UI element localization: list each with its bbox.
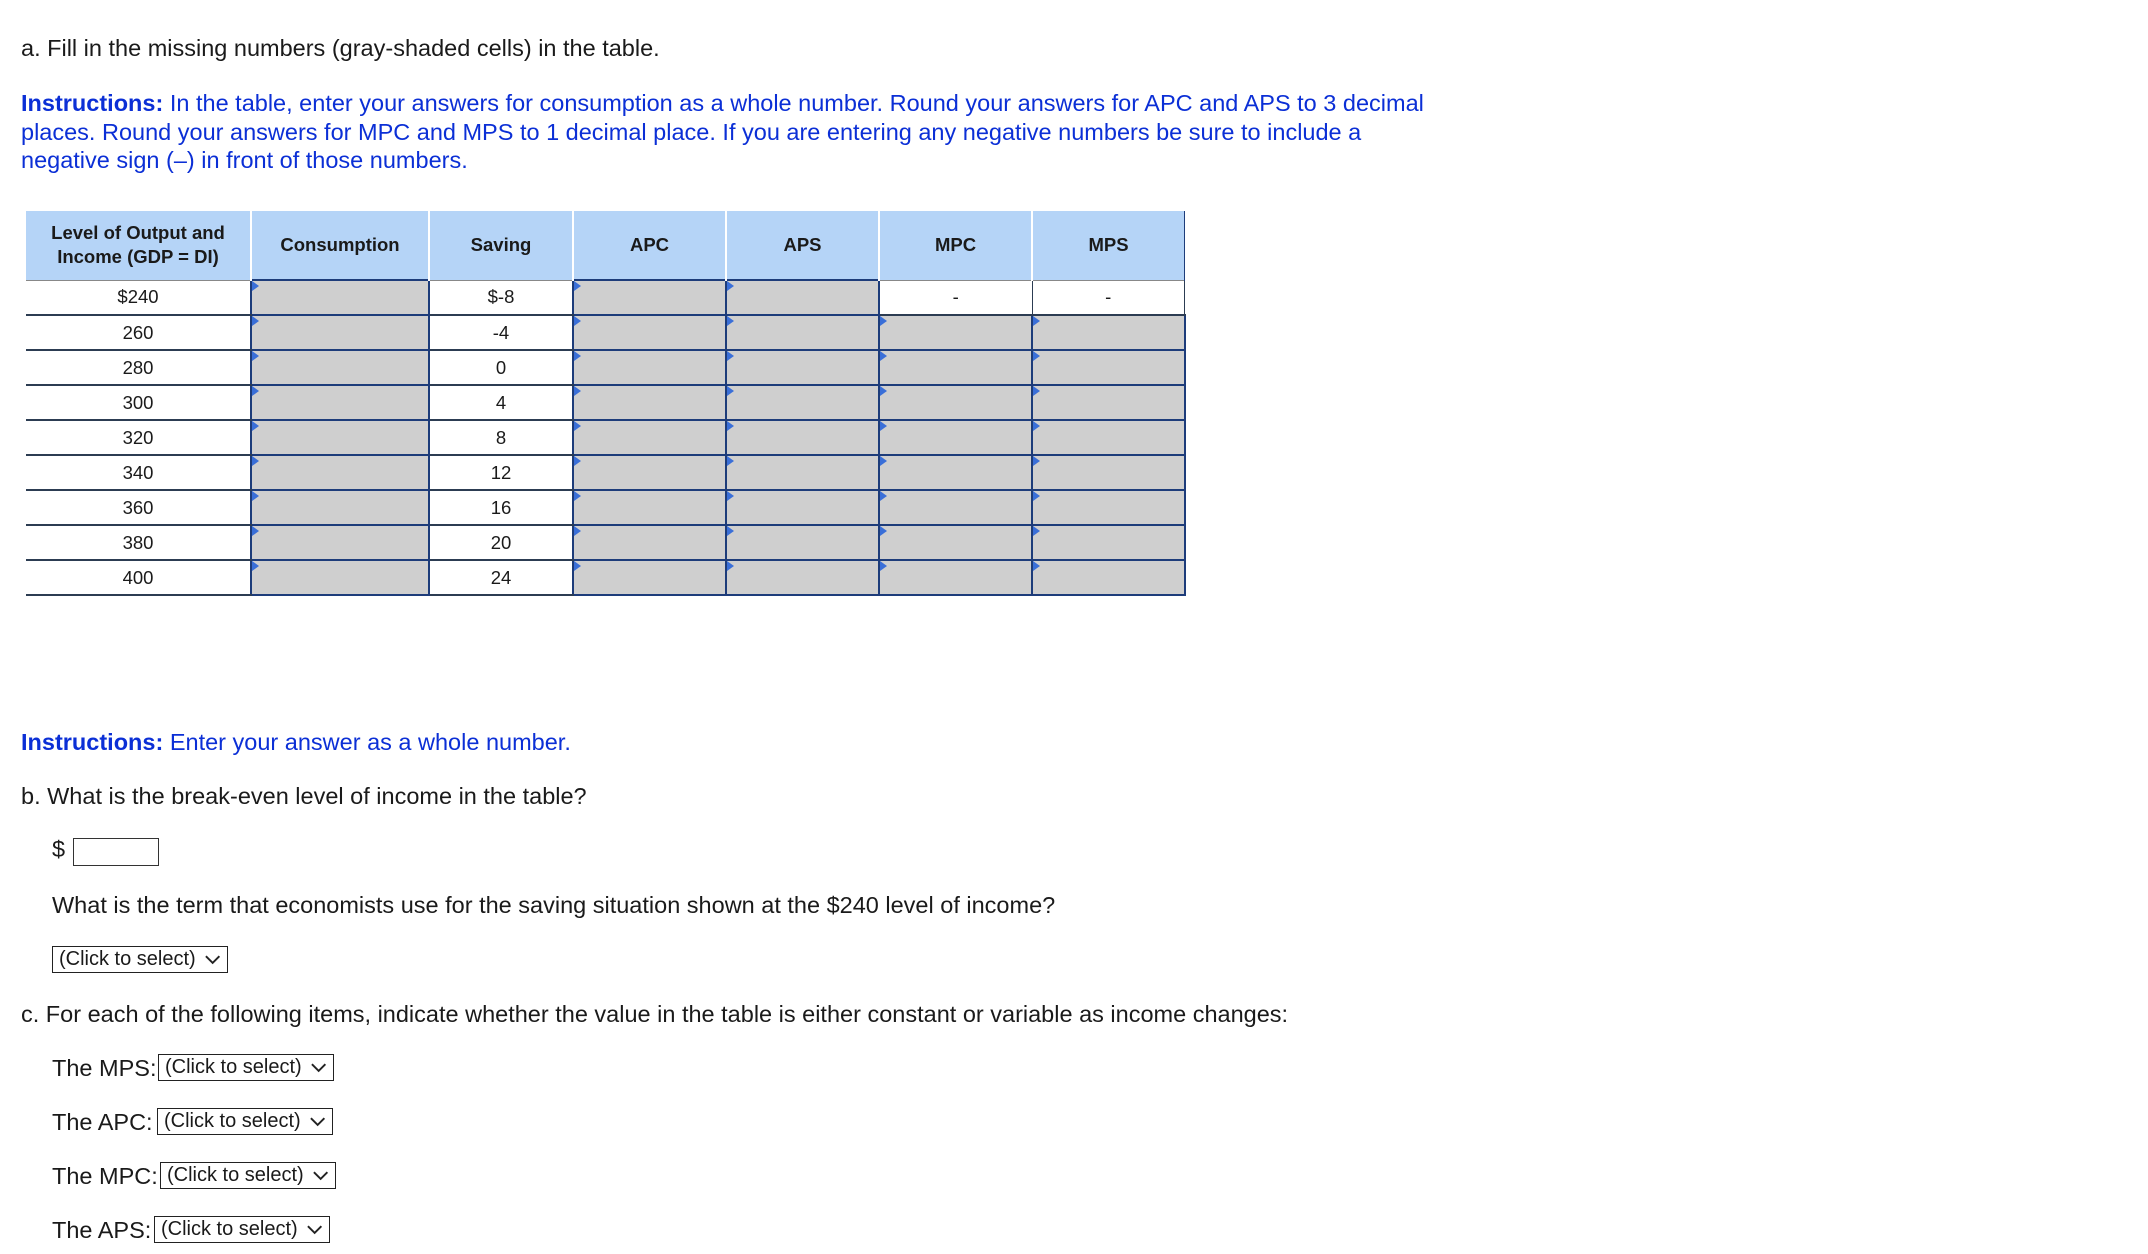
consumption-input[interactable] [251, 420, 429, 455]
table-row [26, 385, 1185, 420]
mpc-input[interactable] [879, 455, 1032, 490]
aps-input[interactable] [726, 420, 879, 455]
consumption-input[interactable] [251, 350, 429, 385]
instructions-label: Instructions: [21, 729, 164, 755]
table-row [26, 420, 1185, 455]
aps-input[interactable] [726, 560, 879, 595]
chevron-down-icon [204, 954, 221, 966]
part-a-prompt: a. Fill in the missing numbers (gray-shaded cells) in the table. [21, 35, 660, 61]
part-c-question: c. For each of the following items, indicate whether the value in the table is either constant or variable as income changes: [21, 1001, 1289, 1027]
select-value: (Click to select) [164, 1110, 301, 1132]
level-cell: 260 [26, 315, 251, 350]
consumption-input[interactable] [251, 280, 429, 315]
apc-input[interactable] [573, 280, 726, 315]
apc-label: The APC: [52, 1109, 153, 1135]
mps-cell: - [1032, 280, 1185, 315]
saving-term-select[interactable] [52, 946, 228, 973]
mpc-input[interactable] [879, 420, 1032, 455]
apc-input[interactable] [573, 315, 726, 350]
mps-input[interactable] [1032, 560, 1185, 595]
mpc-input[interactable] [879, 525, 1032, 560]
saving-cell: 0 [429, 350, 573, 385]
mps-input[interactable] [1032, 455, 1185, 490]
apc-input[interactable] [573, 350, 726, 385]
table-row [26, 525, 1185, 560]
mps-input[interactable] [1032, 385, 1185, 420]
aps-input[interactable] [726, 455, 879, 490]
apc-select[interactable] [157, 1108, 333, 1135]
consumption-saving-table [26, 211, 1186, 596]
mps-input[interactable] [1032, 315, 1185, 350]
header-aps: APS [726, 211, 879, 280]
part-b-question: b. What is the break-even level of income in the table? [21, 783, 587, 809]
chevron-down-icon [309, 1116, 326, 1128]
header-mps: MPS [1032, 211, 1185, 280]
break-even-input[interactable] [73, 838, 159, 866]
header-mpc: MPC [879, 211, 1032, 280]
aps-input[interactable] [726, 350, 879, 385]
level-cell: 320 [26, 420, 251, 455]
mps-select[interactable] [158, 1054, 334, 1081]
consumption-input[interactable] [251, 455, 429, 490]
level-cell: 340 [26, 455, 251, 490]
level-cell: 380 [26, 525, 251, 560]
saving-cell: 16 [429, 490, 573, 525]
chevron-down-icon [312, 1170, 329, 1182]
saving-cell: $-8 [429, 280, 573, 315]
mpc-cell: - [879, 280, 1032, 315]
mpc-input[interactable] [879, 315, 1032, 350]
chevron-down-icon [306, 1224, 323, 1236]
table-row [26, 315, 1185, 350]
aps-input[interactable] [726, 280, 879, 315]
part-b-instructions [21, 729, 571, 756]
mps-input[interactable] [1032, 525, 1185, 560]
part-b-followup: What is the term that economists use for the saving situation shown at the $240 level of income? [52, 892, 1056, 918]
mpc-input[interactable] [879, 490, 1032, 525]
saving-cell: 12 [429, 455, 573, 490]
saving-cell: 24 [429, 560, 573, 595]
instructions-text: In the table, enter your answers for consumption as a whole number. Round your answers for APC and APS to 3 decimal places. Round your answers for MPC and MPS to 1 decimal place. If you are entering any negative numbers be sure to include a negative sign (–) in front of those numbers. [21, 90, 1424, 173]
select-value: (Click to select) [165, 1056, 302, 1078]
level-cell: 300 [26, 385, 251, 420]
select-value: (Click to select) [59, 948, 196, 970]
header-apc: APC [573, 211, 726, 280]
currency-symbol: $ [52, 836, 66, 862]
mpc-input[interactable] [879, 560, 1032, 595]
header-saving: Saving [429, 211, 573, 280]
level-cell: 400 [26, 560, 251, 595]
consumption-input[interactable] [251, 490, 429, 525]
select-value: (Click to select) [161, 1218, 298, 1240]
header-level: Level of Output and Income (GDP = DI) [26, 211, 251, 280]
apc-input[interactable] [573, 560, 726, 595]
part-a-instructions [21, 89, 1451, 175]
aps-input[interactable] [726, 315, 879, 350]
table-row [26, 560, 1185, 595]
aps-input[interactable] [726, 490, 879, 525]
header-consumption: Consumption [251, 211, 429, 280]
mps-label: The MPS: [52, 1055, 157, 1081]
apc-input[interactable] [573, 525, 726, 560]
select-value: (Click to select) [167, 1164, 304, 1186]
table-row [26, 490, 1185, 525]
consumption-input[interactable] [251, 385, 429, 420]
level-cell: 360 [26, 490, 251, 525]
mpc-select[interactable] [160, 1162, 336, 1189]
mpc-input[interactable] [879, 350, 1032, 385]
level-cell: 280 [26, 350, 251, 385]
consumption-input[interactable] [251, 315, 429, 350]
mps-input[interactable] [1032, 490, 1185, 525]
apc-input[interactable] [573, 490, 726, 525]
saving-cell: -4 [429, 315, 573, 350]
apc-input[interactable] [573, 455, 726, 490]
consumption-input[interactable] [251, 525, 429, 560]
mpc-input[interactable] [879, 385, 1032, 420]
table-row [26, 280, 1185, 315]
table-row [26, 350, 1185, 385]
level-cell: $240 [26, 280, 251, 315]
apc-input[interactable] [573, 420, 726, 455]
saving-cell: 8 [429, 420, 573, 455]
aps-label: The APS: [52, 1217, 152, 1243]
aps-input[interactable] [726, 385, 879, 420]
table-row [26, 455, 1185, 490]
aps-input[interactable] [726, 525, 879, 560]
saving-cell: 20 [429, 525, 573, 560]
mps-input[interactable] [1032, 350, 1185, 385]
apc-input[interactable] [573, 385, 726, 420]
chevron-down-icon [310, 1062, 327, 1074]
instructions-text: Enter your answer as a whole number. [163, 729, 571, 755]
consumption-input[interactable] [251, 560, 429, 595]
mps-input[interactable] [1032, 420, 1185, 455]
table-header-row [26, 211, 1185, 280]
mpc-label: The MPC: [52, 1163, 158, 1189]
saving-cell: 4 [429, 385, 573, 420]
instructions-label: Instructions: [21, 90, 164, 116]
aps-select[interactable] [154, 1216, 330, 1243]
